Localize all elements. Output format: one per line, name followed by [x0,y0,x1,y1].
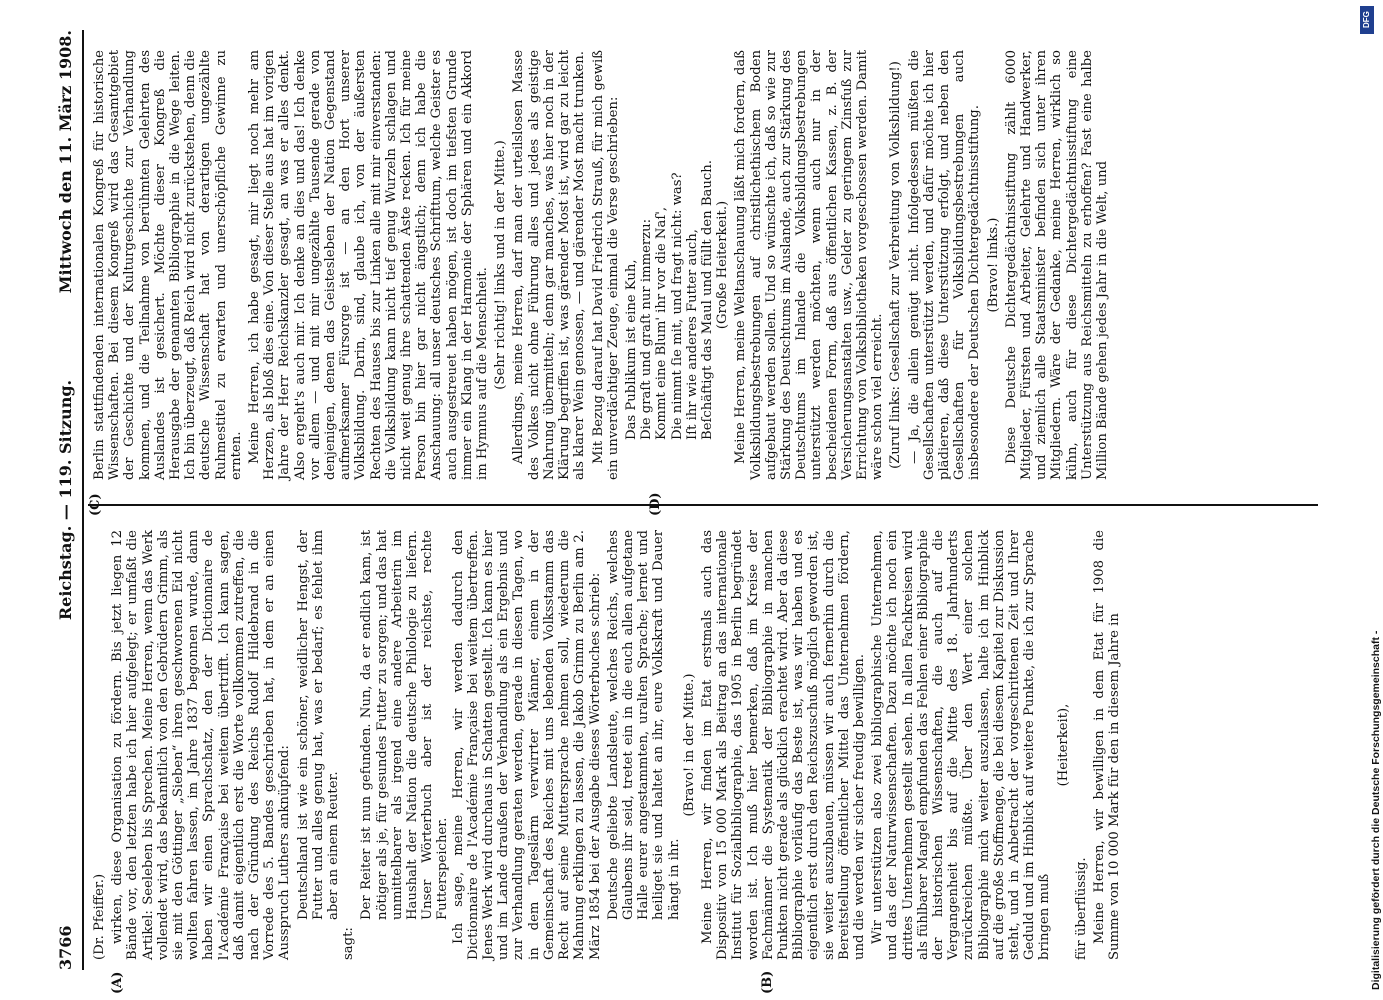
left_column-verse: Der Reiter ist nun gefunden. Nun, da er endlich kam, ist nötiger als je, für gesundes Futter zu sorgen; und das hat unmittelbarer als irgend eine andere Arbeiterin im Haushalt der Nation die deutsche Philologie zu liefern. Unser Wörterbuch aber ist der reichste, rechte Futterspeicher. [359,530,451,920]
right_column-para: Meine Herren, meine Weltanschauung läßt mich fordern, daß Volksbildungsbestrebungen auf christlichethischem Boden aufgebaut werden sollen. Und so wünschte ich, daß so wie zur Stärkung des Deutschtums im Auslande, auch zur Stärkung des Deutschtums im Inlande die Volksbildungsbestrebungen unterstützt werden möchten, wenn auch nur in der bescheidenen Form, daß aus öffentlichen Kassen, z. B. der Versicherungsanstalten usw., Gelder zu geringem Zinsfuß zur Errichtung von Volksbibliotheken vorgeschossen werden. Damit wäre schon viel erreicht. [733,50,886,480]
right_column-verse: Das Publikum ist eine Kuh, [623,259,639,440]
right_column-para: Allerdings, meine Herren, darf man der urteilslosen Masse des Volkes nicht ohne Führung alles und jedes als geistige Nahrung übermitteln; denn gar manches, was hier noch in der Klärung begriffen ist, was gärender Most ist, wird gar zu leicht als klarer Wein genossen, — und gärender Most macht trunken. [511,50,588,480]
right_column-verse: Iſt ihr wie anderes Futter auch, [684,229,700,440]
left-column [92,530,1125,960]
left_column-verse: Deutsche geliebte Landsleute, welches Reichs, welches Glaubens ihr seid, tretet ein in die euch allen aufgetane Halle eurer angestammten, uralten Sprache; lernet und heiliget sie und haltet an ihr, eure Volkskraft und Dauer hängt in ihr. [605,530,682,920]
right_column-center: (Bravo! links.) [985,217,1001,313]
margin-marker-d: (D) [648,492,663,516]
column-divider [88,492,1318,516]
page-number: 3766 [56,925,75,970]
left_column-verse: Deutschland ist wie ein schöner, weidlicher Hengst, der Futter und alles genug hat, was er bedarf; es fehlet ihm aber an einem Reuter. [295,530,342,920]
left_column-noindent: sagt: [341,927,357,960]
left_column-center: (Heiterkeit), [1055,703,1071,787]
left_column-para: Meine Herren, wir bewilligen in dem Etat für 1908 die Summe von 10 000 Mark für den in diesem Jahre in [1092,530,1123,960]
left_column-para: wirken, diese Organisation zu fördern. Bis jetzt liegen 12 Bände vor, den letzten habe ich hier aufgelegt; er umfaßt die Artikel: Seeleben bis Sprechen. Meine Herren, wenn das Werk vollendet wird, das bekanntlich von den Gebrüdern Grimm, als sie mit den Göttinger „Sieben“ ihren geschworenen Eid nicht wollten fahren lassen, im Jahre 1837 begonnen wurde, dann haben wir einen Sprachschatz, den der Dictionnaire de l'Académie Française bei weitem übertrifft. Ich kann sagen, daß damit eigentlich erst die Worte vollkommen zutreffen, die nach der Gründung des Reichs Rudolf Hildebrand in die Vorrede des 5. Bandes geschrieben hat, in dem er an einen Ausspruch Luthers anknüpfend: [110,530,293,960]
right_column-para: — Ja, die allein genügt nicht. Infolgedessen müßten die Gesellschaften unterstützt werden, und dafür möchte ich hier plädieren, daß diese Unterstützung erfolgt, und neben den Gesellschaften für Volksbildungsbestrebungen auch insbesondere der Deutschen Dichtergedächtnisstiftung. [906,50,983,480]
credit-text: Digitalisierung gefördert durch die Deutsche Forschungsgemeinschaft - [1370,630,1382,990]
right_column-noindent: Berlin stattfindenden internationalen Kongreß für historische Wissenschaften. Bei diesem Kongreß wird das Gesamtgebiet der Geschichte und der Kulturgeschichte zur Verhandlung kommen, und die Teilnahme von berühmten Gelehrten des Auslandes ist gesichert. Möchte dieser Kongreß die Herausgabe der genannten Bibliographie in die Wege leiten. Ich bin überzeugt, daß Reich wird nicht zurückstehen, denn die deutsche Wissenschaft hat von derartigen ungezählte Ruhmestitel zu erwarten und unerschöpfliche Gewinne zu ernten. [92,50,244,480]
right_column-verse: Die graſt und graſt nur immerzu: [639,218,655,440]
left_column-para: Meine Herren, wir finden im Etat erstmals auch das Dispositiv von 15 000 Mark als Beitrag an das internationale Institut für Sozialbibliographie, das 1905 in Berlin begründet worden ist. Ich muß hier bemerken, daß im Kreise der Fachmänner die Systematik der Bibliographie in manchen Punkten nicht gerade als glücklich erachtet wird. Aber da diese Bibliographie vorläufig das Beste ist, was wir haben und es eigentlich erst durch den Reichszuschuß möglich geworden ist, sie weiter auszubauen, müssen wir auch fernerhin durch die Bereitstellung öffentlicher Mittel das Unternehmen fördern, und die werden wir sicher freudig bewilligen. [699,530,867,960]
left_column-para: Ich sage, meine Herren, wir werden dadurch den Dictionnaire de l'Académie Française bei weitem übertreffen. Jenes Werk wird durchaus in Schatten gestellt. Ich kann es hier und im Lande draußen der Verhandlung als ein Ergebnis und zur Verhandlung geraten werden, gerade in diesen Tagen, wo in dem Tageslärm verwirrter Männer, einem in der Gemeinschaft des Reiches mit uns lebenden Volksstamm das Recht auf seine Muttersprache nehmen soll, wiederum die Mahnung erklingen zu lassen, die Jakob Grimm zu Berlin am 2. März 1854 bei der Ausgabe dieses Wörterbuches schrieb: [450,530,603,960]
right-column [92,50,1113,480]
left_column-noindent: (Dr. Pfeiffer.) [92,873,107,960]
right_column-verse: Kommt eine Blum' ihr vor die Naſ', [654,206,670,440]
right_column-verse: Die nimmt ſie mit, und fragt nicht: was? [669,172,685,440]
right_column-verse: Beſchäftigt das Maul und füllt den Bauch. [699,160,715,440]
page-header [52,30,84,970]
right_column-para: Diese Deutsche Dichtergedächtnisstiftung zählt 6000 Mitglieder, Fürsten und Arbeiter, Gelehrte und Handwerker, und ziemlich alle Staatsminister befinden sich unter ihren Mitgliedern. Wäre der Gedanke, meine Herren, wirklich so kühn, auch für diese Dichtergedächtnisstiftung eine Unterstützung aus Reichsmitteln zu erhoffen? Fast eine halbe Million Bände gehen jedes Jahr in die Welt, und [1003,50,1110,480]
margin-marker-a: (A) [110,971,125,994]
right_column-para: Mit Bezug darauf hat David Friedrich Strauß, für mich gewiß ein unverdächtiger Zeuge, einmal die Verse geschrieben: [590,50,621,480]
left_column-noindent: für überflüssig. [1073,857,1089,960]
left_column-center: (Bravo! in der Mitte.) [681,673,697,817]
right_column-para: Meine Herren, ich habe gesagt, mir liegt noch mehr am Herzen, als bloß dies eine. Von dieser Stelle aus hat im vorigen Jahre der Herr Reichskanzler gesagt, an was er alles denkt. Also ergeht's auch mir. Ich denke an dies und das! Ich denke vor allem — und mit mir ungezählte Tausende gerade von denjenigen, denen das Geistesleben der Nation Gegenstand aufmerksamer Fürsorge ist — an den Hort unserer Volksbildung. Darin, sind, glaube ich, von der äußersten Rechten des Hauses bis zur Linken alle mit mir einverstanden: die Volksbildung kann nicht tief genug Wurzeln schlagen und nicht weit genug ihre schattenden Äste recken. Ich für meine Person bin hier gar nicht ängstlich; denn ich habe die Anschauung: all unser deutsches Schrifttum, welche Geister es auch ausgestreuet haben mögen, ist doch im tiefsten Grunde immer ein Klang in der Harmonie der Sphären und ein Akkord im Hymnus auf die Menschheit. [247,50,491,480]
left_column-para: Wir unterstützen also zwei bibliographische Unternehmen, und das der Naturwissenschaften. Dazu möchte ich noch ein drittes Unternehmen gestellt sehen. In allen Fachkreisen wird als fühlbarer Mangel empfunden das Fehlen einer Bibliographie der historischen Wissenschaften, die auch auf die Vergangenheit bis auf die Mitte des 18. Jahrhunderts zurückreichen müßte. Über den Wert einer solchen Bibliographie mich weiter auszulassen, halte ich im Hinblick auf die große Stoffmenge, die bei diesem Kapitel zur Diskussion steht, und in Anbetracht der vorgeschrittenen Zeit und Ihrer Geduld und im Hinblick auf weitere Punkte, die ich zur Sprache bringen muß [870,530,1053,960]
margin-marker-b: (B) [760,970,775,994]
digitization-credit [1348,0,1383,1000]
right_column-center: (Zuruf links: Gesellschaft zur Verbreitung von Volksbildung!) [888,61,904,469]
right_column-center: (Sehr richtig! links und in der Mitte.) [493,140,509,390]
session-date: Mittwoch den 11. März 1908. [56,30,75,294]
margin-marker-c: (C) [88,493,103,516]
right_column-center: (Große Heiterkeit.) [715,200,731,330]
session-title: Reichstag. — 119. Sitzung. [56,379,75,621]
dfg-logo: DFG [1360,6,1374,34]
